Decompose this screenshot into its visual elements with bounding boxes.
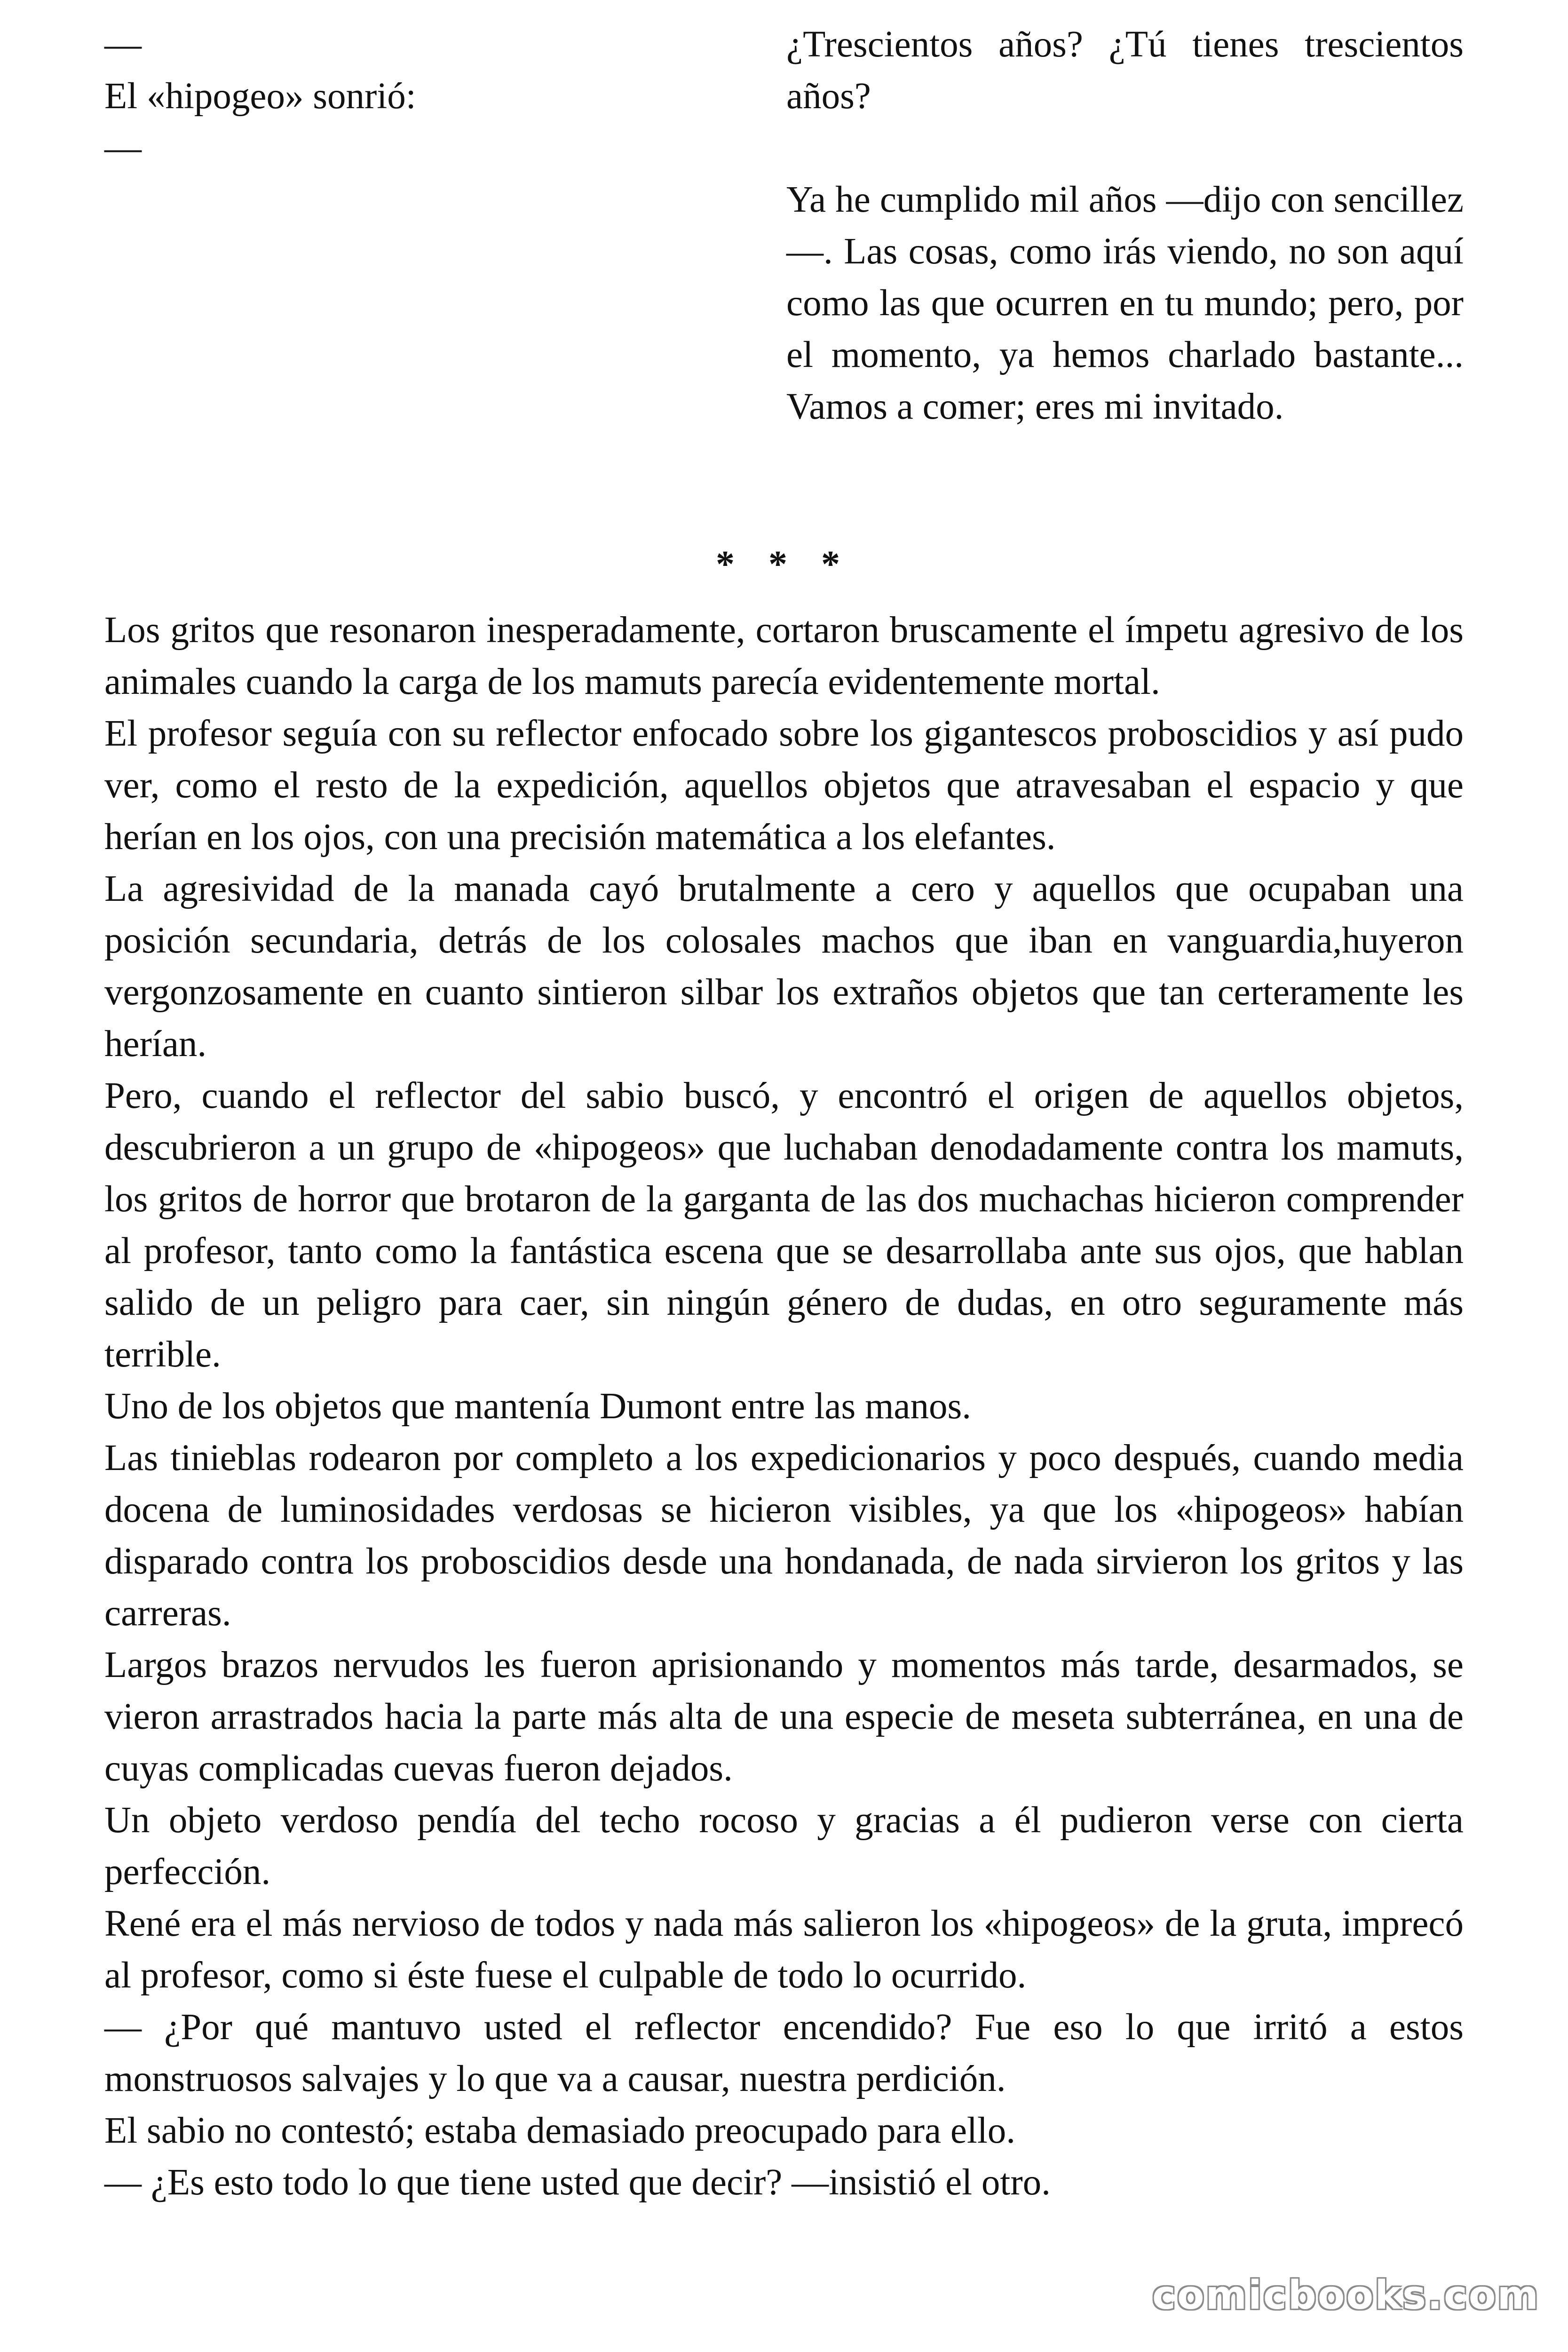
body-text xyxy=(104,604,1464,2209)
paragraph: Las tinieblas rodearon por completo a los expedicionarios y poco después, cuando media docena de luminosidades verdosas se hicieron visibles, ya que los «hipogeos» habían disparado contra los proboscidios desde una hondanada, de nada sirvieron los gritos y las carreras. xyxy=(104,1438,1464,1634)
dialogue-dash: — xyxy=(104,127,142,168)
dialogue-paragraph: Ya he cumplido mil años —dijo con sencillez—. Las cosas, como irás viendo, no son aquí como las que ocurren en tu mundo; pero, por el momento, ya hemos charlado bastante... Vamos a comer; eres mi invitado. xyxy=(786,179,1464,427)
paragraph: — ¿Es esto todo lo que tiene usted que decir? —insistió el otro. xyxy=(104,2162,1051,2203)
paragraph: Uno de los objetos que mantenía Dumont entre las manos. xyxy=(104,1386,971,1427)
watermark: comicbooks.com xyxy=(1152,2272,1540,2318)
paragraph: Un objeto verdoso pendía del techo rocoso y gracias a él pudieron verse con cierta perfección. xyxy=(104,1800,1464,1892)
paragraph: El profesor seguía con su reflector enfocado sobre los gigantescos proboscidios y así pudo ver, como el resto de la expedición, aquellos objetos que atravesaban el espacio y que herían en los ojos, con una precisión matemática a los elefantes. xyxy=(104,713,1464,858)
right-column-fragment xyxy=(786,19,1464,433)
paragraph: — ¿Por qué mantuvo usted el reflector encendido? Fue eso lo que irritó a estos monstruosos salvajes y lo que va a causar, nuestra perdición. xyxy=(104,2007,1464,2099)
dialogue-paragraph: ¿Trescientos años? ¿Tú tienes trescientos años? xyxy=(786,24,1464,117)
paragraph: El sabio no contestó; estaba demasiado preocupado para ello. xyxy=(104,2110,1016,2151)
paragraph: La agresividad de la manada cayó brutalmente a cero y aquellos que ocupaban una posición secundaria, detrás de los colosales machos que iban en vanguardia,huyeron vergonzosamente en cuanto sintieron silbar los extraños objetos que tan certeramente les herían. xyxy=(104,868,1464,1065)
paragraph: René era el más nervioso de todos y nada más salieron los «hipogeos» de la gruta, imprecó al profesor, como si éste fuese el culpable de todo lo ocurrido. xyxy=(104,1903,1464,1996)
left-column-fragment xyxy=(104,19,622,174)
section-separator: * * * xyxy=(716,544,852,585)
paragraph: Los gritos que resonaron inesperadamente, cortaron bruscamente el ímpetu agresivo de los animales cuando la carga de los mamuts parecía evidentemente mortal. xyxy=(104,610,1464,702)
paragraph: Pero, cuando el reflector del sabio buscó, y encontró el origen de aquellos objetos, descubrieron a un grupo de «hipogeos» que luchaban denodadamente contra los mamuts, los gritos de horror que brotaron de la garganta de las dos muchachas hicieron comprender al profesor, tanto como la fantástica escena que se desarrollaba ante sus ojos, que hablan salido de un peligro para caer, sin ningún género de dudas, en otro seguramente más terrible. xyxy=(104,1075,1464,1375)
hipogeo-smiled-line: El «hipogeo» sonrió: xyxy=(104,76,416,117)
dialogue-dash: — xyxy=(104,24,142,65)
paragraph: Largos brazos nervudos les fueron aprisionando y momentos más tarde, desarmados, se vieron arrastrados hacia la parte más alta de una especie de meseta subterránea, en una de cuyas complicadas cuevas fueron dejados. xyxy=(104,1645,1464,1789)
